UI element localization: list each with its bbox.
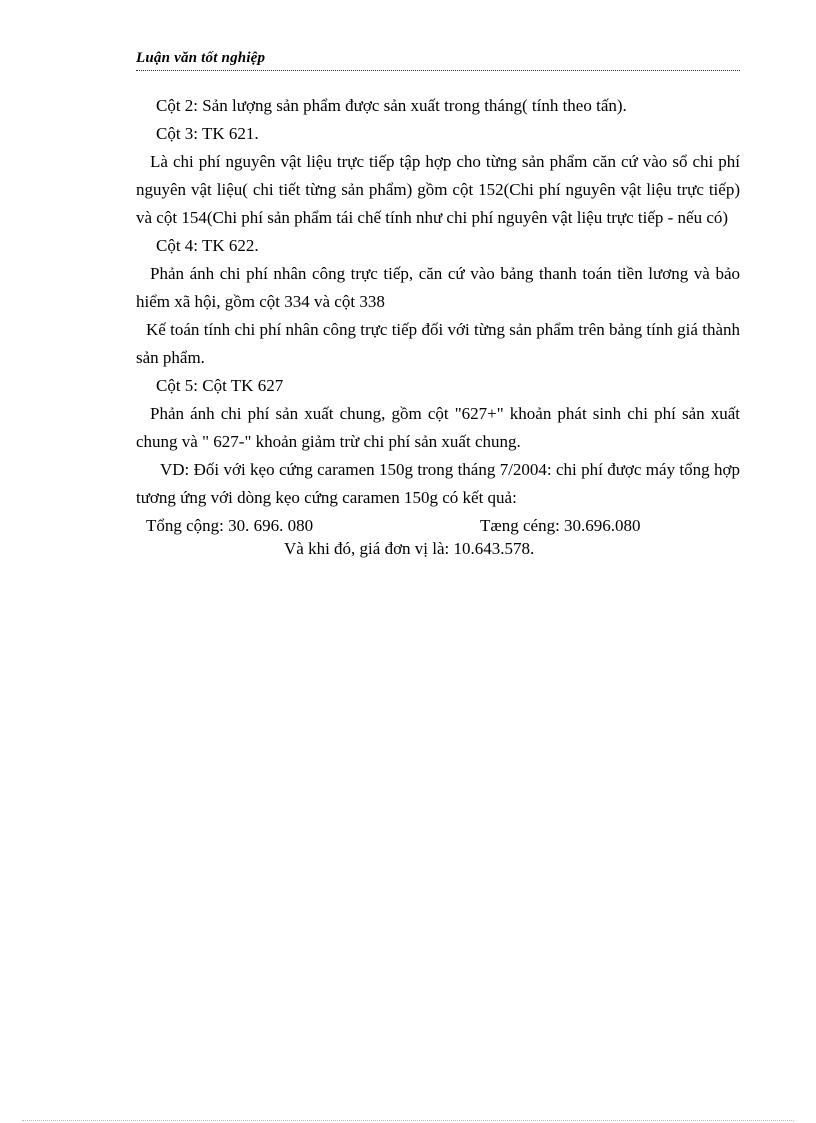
total-right: Tæng céng: 30.696.080 [480,516,641,535]
page-header [136,48,740,71]
totals-row [136,512,740,540]
paragraph-col3: Cột 3: TK 621. [156,124,259,143]
paragraph-tk622-desc: Phản ánh chi phí nhân công trực tiếp, căn cứ vào bảng thanh toán tiền lương và bảo hiểm xã hội, gồm cột 334 và cột 338 [136,264,740,311]
paragraph-col5: Cột 5: Cột TK 627 [156,376,284,395]
paragraph-col4: Cột 4: TK 622. [156,236,259,255]
paragraph-labor-cost: Kế toán tính chi phí nhân công trực tiếp đối với từng sản phẩm trên bảng tính giá thành sản phẩm. [136,320,740,367]
paragraph-tk627-desc: Phản ánh chi phí sản xuất chung, gồm cột "627+" khoản phát sinh chi phí sản xuất chung và " 627-" khoản giảm trừ chi phí sản xuất chung. [136,404,740,451]
total-left: Tổng cộng: 30. 696. 080 [146,516,314,535]
footer-divider [22,1120,794,1121]
header-title: Luận văn tốt nghiệp [136,50,266,66]
unit-price: Và khi đó, giá đơn vị là: 10.643.578. [284,539,535,558]
paragraph-tk621-desc: Là chi phí nguyên vật liệu trực tiếp tập hợp cho từng sản phẩm căn cứ vào sổ chi phí nguyên vật liệu( chi tiết từng sản phẩm) gồm cột 152(Chi phí nguyên vật liệu trực tiếp) và cột 154(Chi phí sản phẩm tái chế tính như chi phí nguyên vật liệu trực tiếp - nếu có) [136,152,740,227]
document-body [136,92,740,563]
paragraph-example: VD: Đối với kẹo cứng caramen 150g trong tháng 7/2004: chi phí được máy tổng hợp tương ứng với dòng kẹo cứng caramen 150g có kết quả: [136,460,740,507]
paragraph-col2: Cột 2: Sản lượng sản phẩm được sản xuất trong tháng( tính theo tấn). [156,96,627,115]
